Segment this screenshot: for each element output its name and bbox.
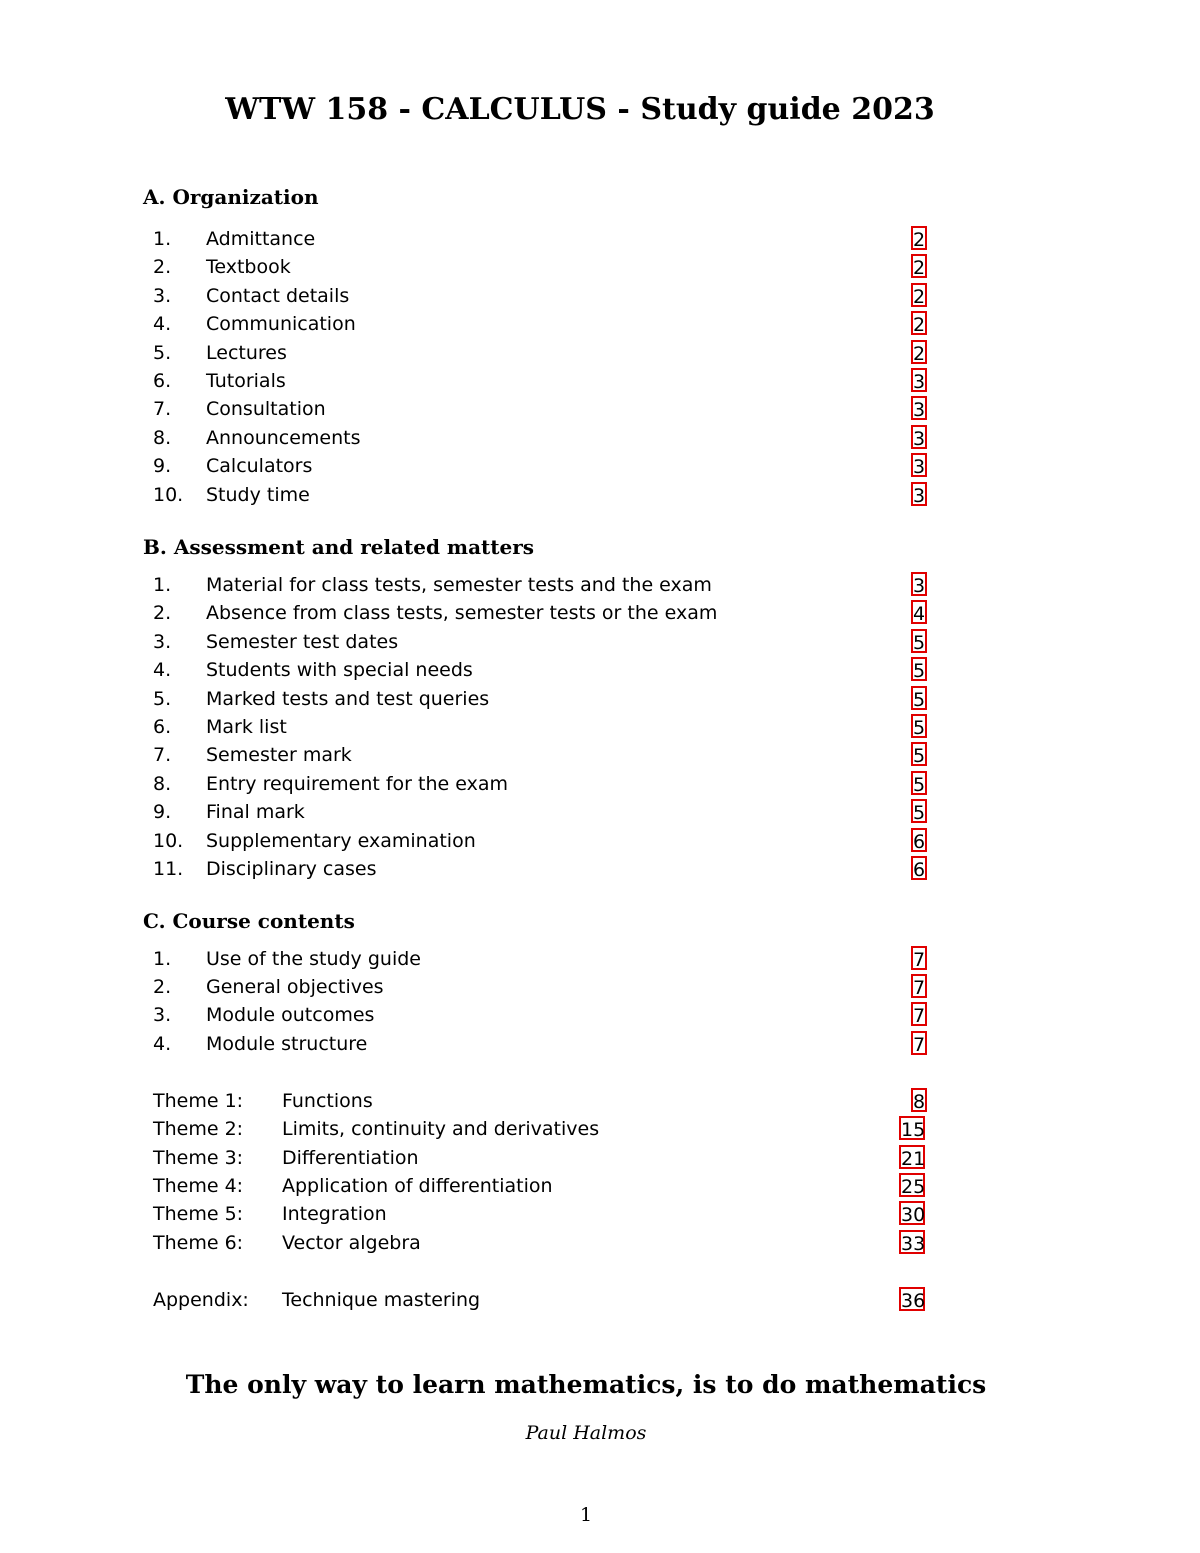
toc-entry[interactable]: [143, 713, 933, 741]
toc-entry[interactable]: [143, 367, 933, 395]
toc-page-link[interactable]: 30: [899, 1201, 925, 1225]
toc-entry-number: 2.: [153, 976, 172, 999]
toc-entry-number: 5.: [153, 687, 172, 710]
page-number: 1: [579, 1504, 593, 1526]
toc-entry-number: 8.: [153, 426, 172, 449]
toc-page-link[interactable]: 8: [911, 1088, 927, 1112]
toc-entry-number: 2.: [153, 256, 172, 279]
toc-page-link[interactable]: 3: [911, 453, 927, 477]
toc-entry[interactable]: [143, 1200, 933, 1228]
section-heading-course-contents: C. Course contents: [143, 909, 355, 933]
section-heading-organization: A. Organization: [143, 185, 319, 209]
toc-page-link[interactable]: 5: [911, 771, 927, 795]
toc-entry[interactable]: [143, 945, 933, 973]
toc-entry-label: Contact details: [206, 284, 350, 307]
toc-entry-label: Semester mark: [206, 744, 352, 767]
toc-page-link[interactable]: 7: [911, 974, 927, 998]
toc-entry-number: 3.: [153, 630, 172, 653]
toc-entry-label: Final mark: [206, 801, 305, 824]
toc-entry-number: 4.: [153, 313, 172, 336]
toc-page-link[interactable]: 7: [911, 946, 927, 970]
toc-entry-label: Module outcomes: [206, 1004, 375, 1027]
toc-entry-number: 4.: [153, 1032, 172, 1055]
toc-entry[interactable]: [143, 855, 933, 883]
toc-entry-label: Study time: [206, 483, 310, 506]
toc-entry-label: Semester test dates: [206, 630, 399, 653]
toc-entry[interactable]: [143, 741, 933, 769]
page-title: WTW 158 - CALCULUS - Study guide 2023: [225, 92, 935, 127]
toc-entry-label: Supplementary examination: [206, 829, 476, 852]
toc-entry[interactable]: [143, 599, 933, 627]
toc-entry-label: Tutorials: [206, 370, 286, 392]
toc-entry[interactable]: [143, 1229, 933, 1257]
toc-entry-label: Announcements: [206, 426, 361, 449]
toc-entry-number: 7.: [153, 398, 172, 421]
quote-author: Paul Halmos: [525, 1422, 647, 1444]
quote-text: The only way to learn mathematics, is to do mathematics: [185, 1370, 987, 1399]
toc-page-link[interactable]: 5: [911, 742, 927, 766]
toc-entry[interactable]: [143, 1001, 933, 1029]
toc-page-link[interactable]: 3: [911, 482, 927, 506]
toc-entry-label: Limits, continuity and derivatives: [282, 1118, 600, 1141]
toc-entry-number: 3.: [153, 284, 172, 307]
toc-entry-number: 6.: [153, 370, 172, 392]
toc-entry[interactable]: [143, 973, 933, 1001]
toc-entry[interactable]: [143, 253, 933, 281]
toc-entry-number: 9.: [153, 801, 172, 824]
toc-page-link[interactable]: 5: [911, 657, 927, 681]
toc-entry-number: 6.: [153, 716, 172, 738]
toc-entry[interactable]: [143, 1144, 933, 1172]
toc-entry[interactable]: [143, 225, 933, 253]
toc-entry[interactable]: [143, 339, 933, 367]
toc-entry-label: General objectives: [206, 976, 384, 999]
toc-entry-number: Theme 1:: [153, 1090, 244, 1112]
toc-entry-number: 10.: [153, 829, 184, 852]
toc-entry[interactable]: [143, 310, 933, 338]
toc-entry-number: 2.: [153, 602, 172, 625]
toc-entry[interactable]: [143, 1286, 933, 1314]
toc-entry-number: 7.: [153, 744, 172, 767]
toc-entry-label: Admittance: [206, 228, 316, 250]
toc-entry-number: 1.: [153, 574, 172, 596]
toc-entry[interactable]: [143, 282, 933, 310]
toc-entry-label: Module structure: [206, 1032, 368, 1055]
toc-entry-label: Absence from class tests, semester tests or the exam: [206, 602, 718, 625]
toc-entry-number: Theme 5:: [153, 1203, 244, 1226]
toc-entry-label: Lectures: [206, 341, 287, 364]
toc-entry[interactable]: [143, 1115, 933, 1143]
toc-page-link[interactable]: 7: [911, 1031, 927, 1055]
toc-page-link[interactable]: 6: [911, 856, 927, 880]
toc-entry[interactable]: [143, 628, 933, 656]
toc-entry-label: Calculators: [206, 455, 313, 478]
toc-page-link[interactable]: 2: [911, 254, 927, 278]
toc-entry-label: Communication: [206, 313, 356, 336]
toc-entry[interactable]: [143, 424, 933, 452]
toc-page-link[interactable]: 3: [911, 425, 927, 449]
toc-entry-label: Differentiation: [282, 1146, 419, 1169]
toc-page-link[interactable]: 33: [899, 1230, 925, 1254]
toc-entry-label: Disciplinary cases: [206, 858, 377, 880]
toc-page-link[interactable]: 5: [911, 714, 927, 738]
toc-entry-label: Textbook: [206, 256, 291, 279]
toc-page-link[interactable]: 3: [911, 396, 927, 420]
toc-entry-label: Students with special needs: [206, 659, 473, 682]
toc-entry-number: 3.: [153, 1004, 172, 1027]
toc-entry-label: Application of differentiation: [282, 1174, 553, 1197]
toc-page-link[interactable]: 15: [899, 1116, 925, 1140]
toc-entry[interactable]: [143, 571, 933, 599]
toc-entry-number: 5.: [153, 341, 172, 364]
toc-entry[interactable]: [143, 1087, 933, 1115]
toc-entry-label: Use of the study guide: [206, 948, 421, 970]
toc-entry-number: Theme 2:: [153, 1118, 244, 1141]
toc-entry[interactable]: [143, 685, 933, 713]
toc-entry-number: Theme 6:: [153, 1231, 244, 1254]
toc-entry-number: 11.: [153, 858, 184, 880]
toc-entry-label: Technique mastering: [282, 1289, 481, 1311]
toc-entry-number: Theme 4:: [153, 1174, 244, 1197]
toc-page-link[interactable]: 25: [899, 1173, 925, 1197]
toc-page-link[interactable]: 36: [899, 1287, 925, 1311]
toc-page-link[interactable]: 3: [911, 368, 927, 392]
toc-entry-number: Appendix:: [153, 1289, 249, 1311]
toc-page-link[interactable]: 21: [899, 1145, 925, 1169]
section-heading-assessment: B. Assessment and related matters: [143, 535, 535, 559]
toc-page-link[interactable]: 2: [911, 283, 927, 307]
toc-entry-label: Marked tests and test queries: [206, 687, 490, 710]
toc-entry[interactable]: [143, 1030, 933, 1058]
toc-entry[interactable]: [143, 395, 933, 423]
toc-page-link[interactable]: 6: [911, 828, 927, 852]
toc-entry-label: Consultation: [206, 398, 326, 421]
toc-entry[interactable]: [143, 452, 933, 480]
toc-entry-number: Theme 3:: [153, 1146, 244, 1169]
toc-entry[interactable]: [143, 827, 933, 855]
toc-entry-label: Functions: [282, 1090, 373, 1112]
toc-page-link[interactable]: 5: [911, 686, 927, 710]
toc-entry-label: Integration: [282, 1203, 387, 1226]
toc-entry[interactable]: [143, 1172, 933, 1200]
toc-entry-label: Material for class tests, semester tests and the exam: [206, 574, 712, 596]
toc-entry-number: 9.: [153, 455, 172, 478]
toc-entry[interactable]: [143, 770, 933, 798]
toc-page-link[interactable]: 7: [911, 1002, 927, 1026]
toc-page-link[interactable]: 3: [911, 572, 927, 596]
toc-page-link[interactable]: 2: [911, 311, 927, 335]
toc-entry-number: 8.: [153, 772, 172, 795]
toc-page-link[interactable]: 4: [911, 600, 927, 624]
toc-page-link[interactable]: 2: [911, 226, 927, 250]
toc-page-link[interactable]: 2: [911, 340, 927, 364]
toc-entry[interactable]: [143, 656, 933, 684]
toc-entry-number: 10.: [153, 483, 184, 506]
toc-page-link[interactable]: 5: [911, 629, 927, 653]
toc-entry-number: 4.: [153, 659, 172, 682]
toc-entry-number: 1.: [153, 228, 172, 250]
toc-entry-label: Entry requirement for the exam: [206, 772, 509, 795]
toc-entry-label: Mark list: [206, 716, 287, 738]
toc-entry-label: Vector algebra: [282, 1231, 421, 1254]
toc-entry[interactable]: [143, 481, 933, 509]
toc-entry-number: 1.: [153, 948, 172, 970]
toc-page-link[interactable]: 5: [911, 799, 927, 823]
toc-entry[interactable]: [143, 798, 933, 826]
